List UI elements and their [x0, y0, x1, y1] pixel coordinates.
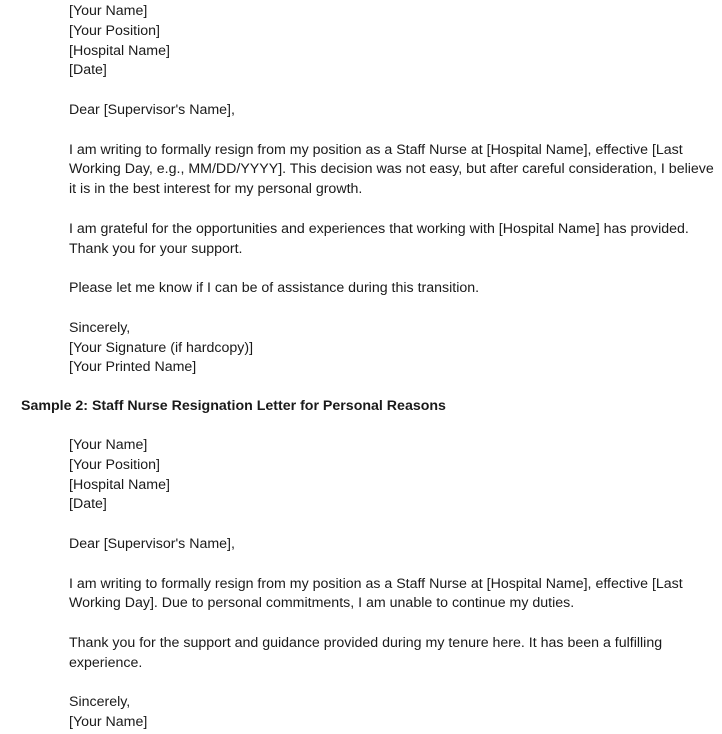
closing: Sincerely,	[69, 694, 131, 711]
hospital-name: [Hospital Name]	[69, 476, 170, 493]
signature-name: [Your Name]	[69, 714, 148, 731]
body-paragraph: Thank you for the support and guidance provided during my tenure here. It has been a fulfilling experience.	[69, 634, 663, 671]
salutation: Dear [Supervisor's Name],	[69, 535, 235, 552]
salutation: Dear [Supervisor's Name],	[69, 101, 235, 118]
spacer	[69, 299, 722, 319]
spacer	[69, 200, 722, 220]
sender-position: [Your Position]	[69, 456, 160, 473]
spacer	[69, 614, 722, 634]
letter-date: [Date]	[69, 496, 107, 513]
spacer	[69, 674, 722, 694]
body-paragraph: I am writing to formally resign from my position as a Staff Nurse at [Hospital Name], effective [Last Working Day]. Due to personal commitments, I am unable to continue my duties.	[69, 575, 683, 612]
closing: Sincerely,	[69, 319, 131, 336]
letter-sample-1	[69, 2, 722, 378]
signature-line: [Your Signature (if hardcopy)]	[69, 339, 254, 356]
sender-name: [Your Name]	[69, 3, 148, 19]
body-paragraph: I am grateful for the opportunities and experiences that working with [Hospital Name] has provided. Thank you for your support.	[69, 220, 689, 257]
sender-position: [Your Position]	[69, 22, 160, 39]
letter-sample-2	[69, 436, 722, 733]
body-paragraph: Please let me know if I can be of assistance during this transition.	[69, 280, 480, 297]
section-heading: Sample 2: Staff Nurse Resignation Letter for Personal Reasons	[21, 398, 446, 414]
sender-name: [Your Name]	[69, 437, 148, 453]
spacer	[69, 515, 722, 535]
hospital-name: [Hospital Name]	[69, 42, 170, 59]
spacer	[69, 555, 722, 575]
body-paragraph: I am writing to formally resign from my position as a Staff Nurse at [Hospital Name], effective [Last Working Day, e.g., MM/DD/YYYY]. This decision was not easy, but after careful consideration, I believe it is in the best interest for my personal growth.	[69, 141, 714, 198]
spacer	[69, 81, 722, 101]
printed-name: [Your Printed Name]	[69, 359, 197, 376]
letter-date: [Date]	[69, 62, 107, 79]
spacer	[69, 259, 722, 279]
spacer	[69, 121, 722, 141]
